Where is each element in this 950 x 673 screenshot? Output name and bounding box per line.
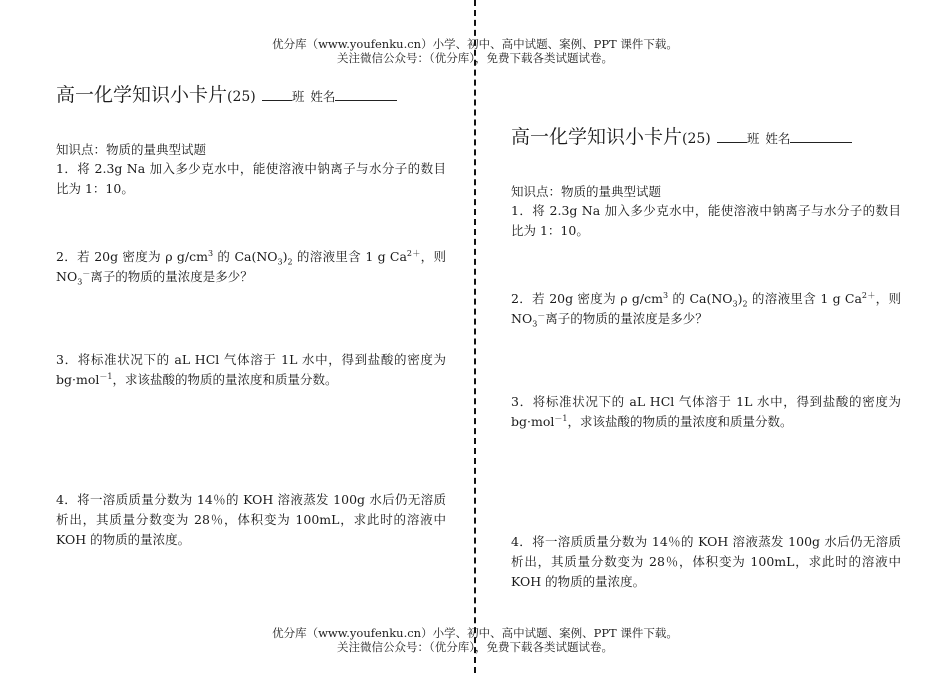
card-title xyxy=(56,82,446,110)
question-4: 4．将一溶质质量分数为 14％的 KOH 溶液蒸发 100g 水后仍无溶质析出，其质量分数变为 28％，体积变为 100mL，求此时的溶液中 KOH 的物质的量浓度。 xyxy=(56,492,446,547)
cut-line-divider xyxy=(474,0,476,673)
name-label: 姓名 xyxy=(765,131,791,146)
name-label: 姓名 xyxy=(310,89,336,104)
banner-line-1: 优分库（www.youfenku.cn）小学、初中、高中试题、案例、PPT 课件下载。 xyxy=(272,37,678,51)
question-3: 3．将标准状况下的 aL HCl 气体溶于 1L 水中，得到盐酸的密度为 bg·mol$^{-1}$，求该盐酸的物质的量浓度和质量分数。 xyxy=(511,394,901,429)
question-1: 1．将 2.3g Na 加入多少克水中，能使溶液中钠离子与水分子的数目比为 1：10。 xyxy=(511,203,901,238)
class-blank xyxy=(717,142,747,143)
question-3: 3．将标准状况下的 aL HCl 气体溶于 1L 水中，得到盐酸的密度为 bg·mol$^{-1}$，求该盐酸的物质的量浓度和质量分数。 xyxy=(56,352,446,387)
knowledge-card-left xyxy=(56,82,446,550)
name-blank xyxy=(335,100,397,101)
topic-line: 知识点：物质的量典型试题 xyxy=(511,184,662,199)
banner-line-1: 优分库（www.youfenku.cn）小学、初中、高中试题、案例、PPT 课件下载。 xyxy=(272,626,678,640)
card-title xyxy=(511,124,901,152)
title-number: (25) xyxy=(682,131,711,147)
question-2: 2．若 20g 密度为 ρ $g/cm^3$ 的 $Ca(NO_3)_2$ 的溶液里含 1 g $Ca^{2+}$，则 $NO_3^-$离子的物质的量浓度是多少？ xyxy=(56,248,446,287)
title-main: 高一化学知识小卡片 xyxy=(511,126,683,148)
question-2: 2．若 20g 密度为 ρ $g/cm^3$ 的 $Ca(NO_3)_2$ 的溶液里含 1 g $Ca^{2+}$，则 $NO_3^-$离子的物质的量浓度是多少？ xyxy=(511,290,901,329)
topic-line: 知识点：物质的量典型试题 xyxy=(56,142,207,157)
question-4: 4．将一溶质质量分数为 14％的 KOH 溶液蒸发 100g 水后仍无溶质析出，其质量分数变为 28％，体积变为 100mL，求此时的溶液中 KOH 的物质的量浓度。 xyxy=(511,534,901,589)
class-label: 班 xyxy=(746,131,760,146)
question-1: 1．将 2.3g Na 加入多少克水中，能使溶液中钠离子与水分子的数目比为 1：10。 xyxy=(56,161,446,196)
class-label: 班 xyxy=(291,89,305,104)
banner-line-2: 关注微信公众号：（优分库），免费下载各类试题试卷。 xyxy=(337,640,613,654)
title-main: 高一化学知识小卡片 xyxy=(56,84,228,106)
knowledge-card-right xyxy=(511,124,901,592)
title-number: (25) xyxy=(227,89,256,105)
name-blank xyxy=(790,142,852,143)
banner-line-2: 关注微信公众号：（优分库），免费下载各类试题试卷。 xyxy=(337,51,613,65)
class-blank xyxy=(262,100,292,101)
